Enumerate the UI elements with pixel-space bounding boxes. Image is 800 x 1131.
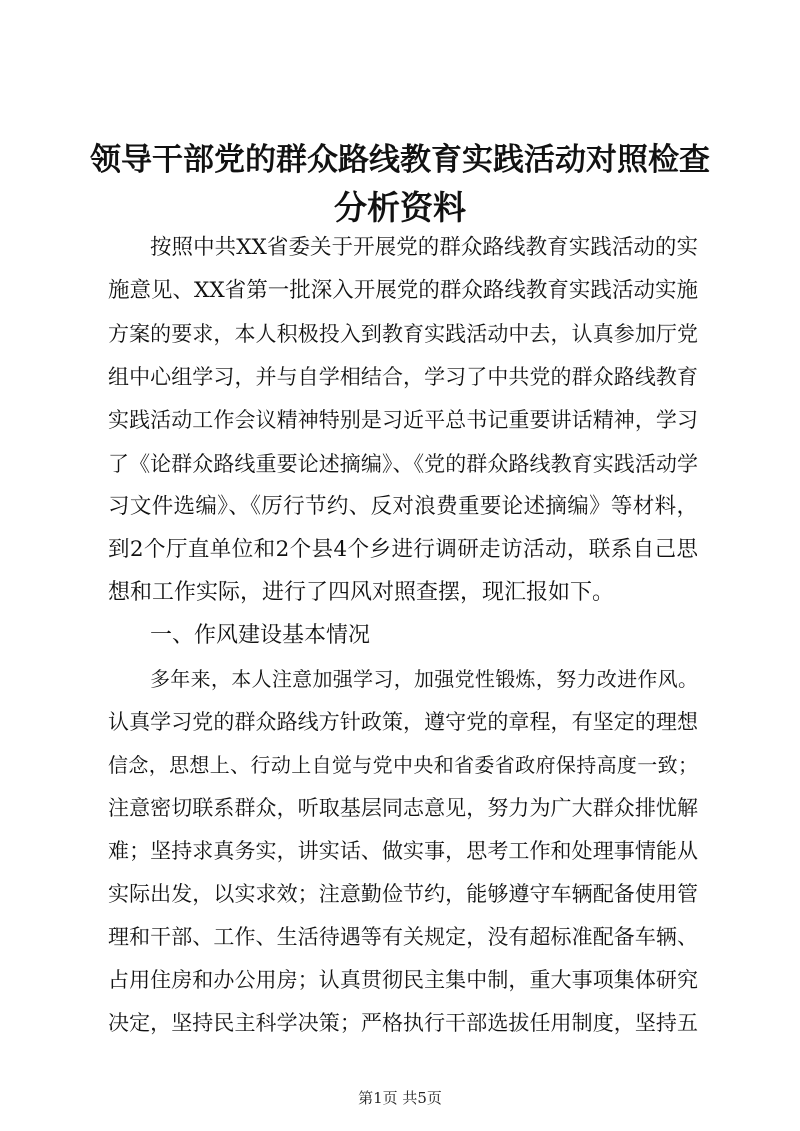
page-footer: 第1页 共5页 xyxy=(358,1089,442,1107)
paragraph-2-line: 实际出发，以实求效；注意勤俭节约，能够遵守车辆配备使用管 xyxy=(108,882,698,906)
document-title-line-1: 领导干部党的群众路线教育实践活动对照检查 xyxy=(90,142,710,178)
paragraph-1-line: 按照中共XX省委关于开展党的群众路线教育实践活动的实 xyxy=(150,235,698,260)
paragraph-1-line: 组中心组学习，并与自学相结合，学习了中共党的群众路线教育 xyxy=(108,365,698,389)
paragraph-2-line: 注意密切联系群众，听取基层同志意见，努力为广大群众排忧解 xyxy=(108,796,698,820)
paragraph-1-line: 施意见、XX省第一批深入开展党的群众路线教育实践活动实施 xyxy=(108,278,698,303)
paragraph-2-line: 占用住房和办公用房；认真贯彻民主集中制，重大事项集体研究 xyxy=(108,968,698,992)
paragraph-1-line: 方案的要求，本人积极投入到教育实践活动中去，认真参加厅党 xyxy=(108,322,698,346)
paragraph-2-line: 信念，思想上、行动上自觉与党中央和省委省政府保持高度一致； xyxy=(108,753,698,777)
paragraph-2-line: 难；坚持求真务实，讲实话、做实事，思考工作和处理事情能从 xyxy=(108,839,698,863)
paragraph-1-line: 想和工作实际，进行了四风对照查摆，现汇报如下。 xyxy=(108,580,615,605)
paragraph-2-line: 认真学习党的群众路线方针政策，遵守党的章程，有坚定的理想 xyxy=(108,710,698,734)
paragraph-1-line: 习文件选编》、《厉行节约、反对浪费重要论述摘编》等材料， xyxy=(108,494,698,519)
paragraph-1-line: 了《论群众路线重要论述摘编》、《党的群众路线教育实践活动学 xyxy=(108,452,698,476)
section-heading: 一、作风建设基本情况 xyxy=(150,623,371,648)
paragraph-2-line: 理和干部、工作、生活待遇等有关规定，没有超标准配备车辆、 xyxy=(108,925,698,949)
document-title-line-2: 分析资料 xyxy=(334,188,466,227)
paragraph-1-line: 实践活动工作会议精神特别是习近平总书记重要讲话精神，学习 xyxy=(108,408,698,432)
paragraph-1-line: 到2个厅直单位和2个县4个乡进行调研走访活动，联系自己思 xyxy=(108,537,698,562)
paragraph-2-line: 多年来，本人注意加强学习，加强党性锻炼，努力改进作风。 xyxy=(150,667,698,691)
paragraph-2-line: 决定，坚持民主科学决策；严格执行干部选拔任用制度，坚持五 xyxy=(108,1011,698,1035)
